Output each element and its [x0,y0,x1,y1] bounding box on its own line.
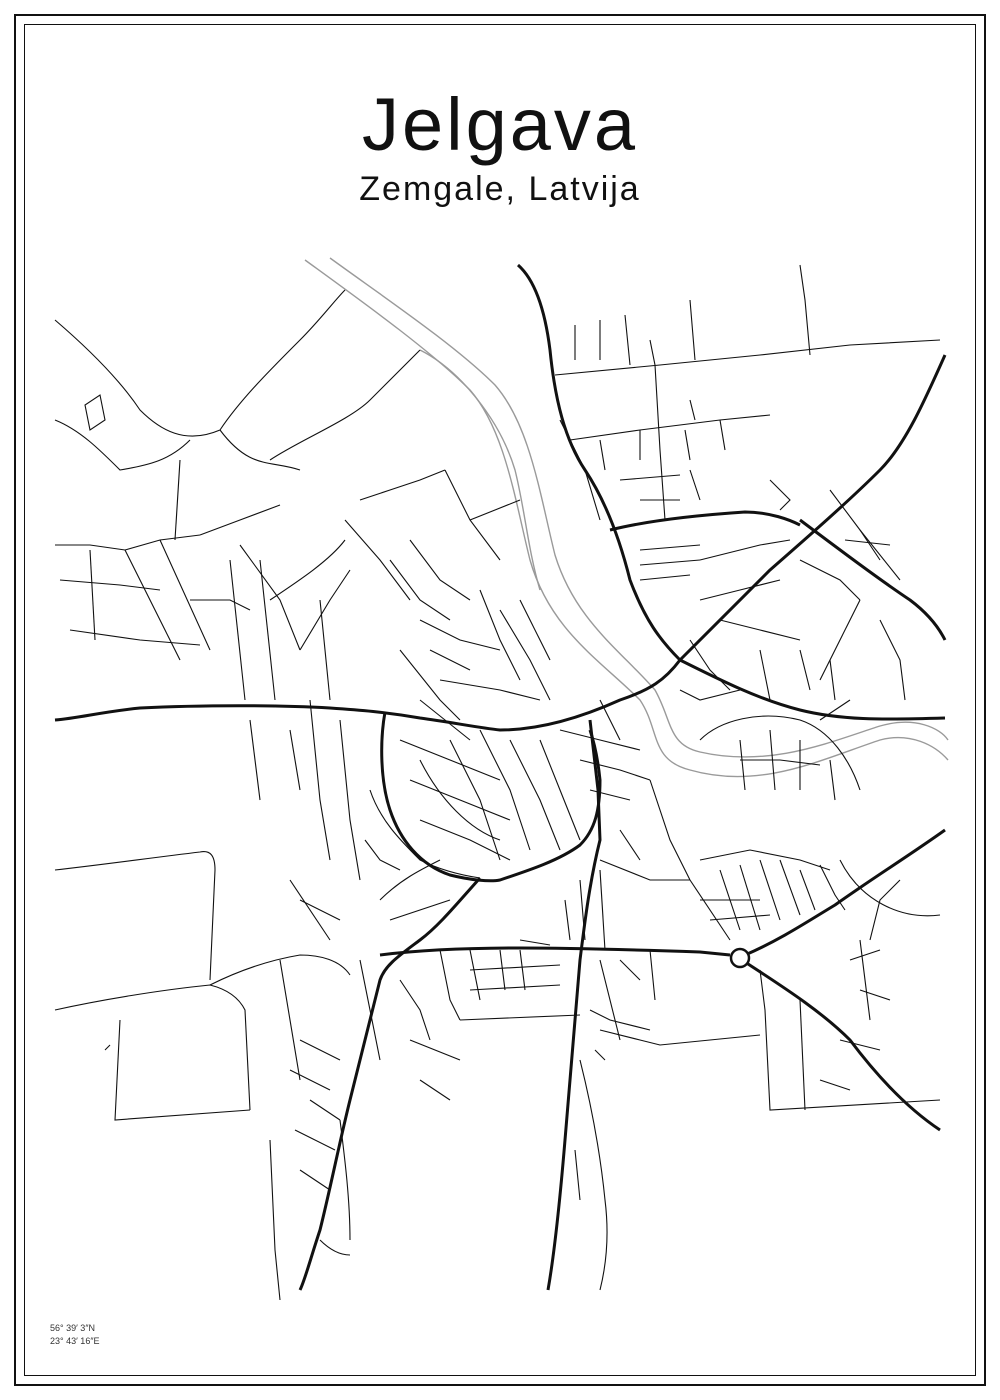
region-subtitle: Zemgale, Latvija [359,170,641,208]
main-roads [55,265,945,1290]
coordinates [50,1322,100,1348]
city-title: Jelgava [361,83,639,166]
latitude-label: 56° 39′ 3″N [50,1323,95,1333]
roundabout [731,949,749,967]
longitude-label: 23° 43′ 16″E [50,1336,100,1346]
minor-roads [55,265,940,1300]
city-street-map [30,255,970,1315]
